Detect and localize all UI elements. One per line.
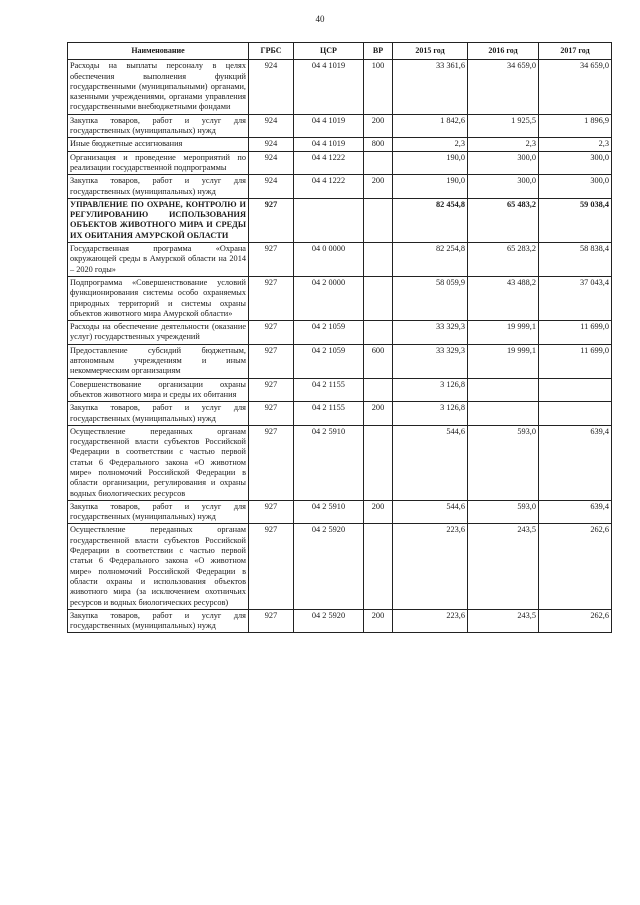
cell-csr: 04 2 1155 [294, 378, 364, 402]
cell-csr: 04 2 1059 [294, 344, 364, 378]
cell-csr: 04 2 5920 [294, 524, 364, 609]
cell-2016: 34 659,0 [468, 60, 539, 114]
cell-name: Закупка товаров, работ и услуг для государственных (муниципальных) нужд [68, 609, 249, 633]
cell-2017: 639,4 [539, 500, 612, 524]
cell-vr [364, 276, 393, 320]
cell-2015: 190,0 [393, 175, 468, 199]
cell-2015: 33 361,6 [393, 60, 468, 114]
cell-2016: 300,0 [468, 175, 539, 199]
cell-2016: 593,0 [468, 500, 539, 524]
cell-2016: 65 483,2 [468, 198, 539, 242]
cell-2015: 544,6 [393, 425, 468, 500]
cell-csr: 04 2 1059 [294, 321, 364, 345]
cell-2017: 59 038,4 [539, 198, 612, 242]
cell-grbs: 927 [249, 524, 294, 609]
cell-name: Иные бюджетные ассигнования [68, 138, 249, 151]
table-row [68, 276, 612, 320]
table-row [68, 175, 612, 199]
cell-vr: 800 [364, 138, 393, 151]
cell-2016: 243,5 [468, 609, 539, 633]
table-row [68, 114, 612, 138]
table-row [68, 402, 612, 426]
cell-2016: 300,0 [468, 151, 539, 175]
cell-2016: 19 999,1 [468, 344, 539, 378]
cell-grbs: 927 [249, 321, 294, 345]
cell-2017: 639,4 [539, 425, 612, 500]
cell-2016: 65 283,2 [468, 243, 539, 277]
cell-2017: 58 838,4 [539, 243, 612, 277]
cell-vr [364, 378, 393, 402]
cell-2015: 58 059,9 [393, 276, 468, 320]
cell-grbs: 927 [249, 609, 294, 633]
cell-vr [364, 321, 393, 345]
cell-name: Закупка товаров, работ и услуг для государственных (муниципальных) нужд [68, 402, 249, 426]
cell-2015: 223,6 [393, 524, 468, 609]
table-header-row [68, 43, 612, 60]
header-name: Наименование [68, 43, 249, 60]
table-row [68, 344, 612, 378]
page-number: 40 [315, 14, 325, 24]
table-body [68, 60, 612, 633]
cell-name: Государственная программа «Охрана окружающей среды в Амурской области на 2014 – 2020 годы» [68, 243, 249, 277]
cell-csr: 04 4 1019 [294, 138, 364, 151]
cell-vr [364, 425, 393, 500]
cell-csr: 04 2 0000 [294, 276, 364, 320]
cell-2015: 223,6 [393, 609, 468, 633]
cell-name: Осуществление переданных органам государственной власти субъектов Российской Федерации в соответствии с частью первой статьи 6 Федерального закона «О животном мире» полномочий Российской Федерации в области охраны и использования объектов животного мира (за исключением охотничьих ресурсов и водных биологических ресурсов) [68, 524, 249, 609]
cell-grbs: 927 [249, 378, 294, 402]
table-row [68, 321, 612, 345]
cell-2017: 300,0 [539, 175, 612, 199]
cell-2017: 11 699,0 [539, 344, 612, 378]
cell-csr: 04 2 1155 [294, 402, 364, 426]
header-2017: 2017 год [539, 43, 612, 60]
cell-2015: 190,0 [393, 151, 468, 175]
cell-grbs: 927 [249, 344, 294, 378]
cell-name: Осуществление переданных органам государственной власти субъектов Российской Федерации в соответствии с частью первой статьи 6 Федерального закона «О животном мире» полномочий Российской Федерации в области организации, регулирования и охраны водных биологических ресурсов [68, 425, 249, 500]
cell-csr: 04 4 1019 [294, 60, 364, 114]
cell-2017: 300,0 [539, 151, 612, 175]
cell-name: Предоставление субсидий бюджетным, автономным учреждениям и иным некоммерческим организациям [68, 344, 249, 378]
cell-name: Совершенствование организации охраны объектов животного мира и среды их обитания [68, 378, 249, 402]
table-row [68, 198, 612, 242]
cell-2017 [539, 378, 612, 402]
cell-2015: 82 254,8 [393, 243, 468, 277]
cell-2017: 262,6 [539, 524, 612, 609]
cell-name: Закупка товаров, работ и услуг для государственных (муниципальных) нужд [68, 500, 249, 524]
cell-vr: 200 [364, 175, 393, 199]
cell-grbs: 927 [249, 276, 294, 320]
cell-grbs: 927 [249, 198, 294, 242]
cell-2015: 33 329,3 [393, 344, 468, 378]
table-row [68, 151, 612, 175]
cell-grbs: 924 [249, 175, 294, 199]
cell-2017: 1 896,9 [539, 114, 612, 138]
cell-vr: 600 [364, 344, 393, 378]
cell-name: Подпрограмма «Совершенствование условий функционирования системы особо охраняемых природных территорий и системы охраны объектов животного мира Амурской области» [68, 276, 249, 320]
table-row [68, 524, 612, 609]
cell-vr: 200 [364, 609, 393, 633]
table-row [68, 425, 612, 500]
cell-csr: 04 4 1019 [294, 114, 364, 138]
cell-name: УПРАВЛЕНИЕ ПО ОХРАНЕ, КОНТРОЛЮ И РЕГУЛИРОВАНИЮ ИСПОЛЬЗОВАНИЯ ОБЪЕКТОВ ЖИВОТНОГО МИРА И СРЕДЫ ИХ ОБИТАНИЯ АМУРСКОЙ ОБЛАСТИ [68, 198, 249, 242]
cell-csr: 04 2 5910 [294, 425, 364, 500]
cell-2015: 544,6 [393, 500, 468, 524]
cell-2015: 82 454,8 [393, 198, 468, 242]
cell-2015: 2,3 [393, 138, 468, 151]
cell-vr: 200 [364, 402, 393, 426]
table-row [68, 243, 612, 277]
budget-table [67, 42, 612, 633]
cell-grbs: 927 [249, 243, 294, 277]
cell-csr: 04 2 5920 [294, 609, 364, 633]
cell-grbs: 924 [249, 60, 294, 114]
header-vr: ВР [364, 43, 393, 60]
cell-2016 [468, 402, 539, 426]
cell-grbs: 927 [249, 500, 294, 524]
table-row [68, 609, 612, 633]
cell-grbs: 924 [249, 151, 294, 175]
cell-2015: 3 126,8 [393, 402, 468, 426]
cell-csr: 04 4 1222 [294, 151, 364, 175]
cell-grbs: 924 [249, 138, 294, 151]
cell-name: Закупка товаров, работ и услуг для государственных (муниципальных) нужд [68, 114, 249, 138]
cell-name: Организация и проведение мероприятий по реализации государственной подпрограммы [68, 151, 249, 175]
cell-csr: 04 4 1222 [294, 175, 364, 199]
cell-2016 [468, 378, 539, 402]
cell-2017: 37 043,4 [539, 276, 612, 320]
cell-csr: 04 0 0000 [294, 243, 364, 277]
cell-2017: 2,3 [539, 138, 612, 151]
table-row [68, 60, 612, 114]
cell-2017 [539, 402, 612, 426]
cell-vr [364, 524, 393, 609]
cell-2015: 33 329,3 [393, 321, 468, 345]
header-grbs: ГРБС [249, 43, 294, 60]
cell-grbs: 927 [249, 402, 294, 426]
header-csr: ЦСР [294, 43, 364, 60]
header-2016: 2016 год [468, 43, 539, 60]
cell-vr [364, 198, 393, 242]
cell-vr: 100 [364, 60, 393, 114]
cell-2016: 2,3 [468, 138, 539, 151]
cell-2017: 34 659,0 [539, 60, 612, 114]
cell-2015: 3 126,8 [393, 378, 468, 402]
cell-vr: 200 [364, 500, 393, 524]
cell-2017: 262,6 [539, 609, 612, 633]
cell-vr [364, 243, 393, 277]
cell-2016: 243,5 [468, 524, 539, 609]
cell-name: Расходы на выплаты персоналу в целях обеспечения выполнения функций государственными (муниципальными) органами, казенными учреждениями, органами управления государственными внебюджетными фондами [68, 60, 249, 114]
cell-2016: 43 488,2 [468, 276, 539, 320]
table-row [68, 378, 612, 402]
cell-vr: 200 [364, 114, 393, 138]
cell-grbs: 924 [249, 114, 294, 138]
table-row [68, 138, 612, 151]
cell-2017: 11 699,0 [539, 321, 612, 345]
cell-2016: 1 925,5 [468, 114, 539, 138]
cell-2015: 1 842,6 [393, 114, 468, 138]
cell-2016: 19 999,1 [468, 321, 539, 345]
cell-csr: 04 2 5910 [294, 500, 364, 524]
cell-grbs: 927 [249, 425, 294, 500]
header-2015: 2015 год [393, 43, 468, 60]
cell-vr [364, 151, 393, 175]
cell-name: Расходы на обеспечение деятельности (оказание услуг) государственных учреждений [68, 321, 249, 345]
table-row [68, 500, 612, 524]
cell-name: Закупка товаров, работ и услуг для государственных (муниципальных) нужд [68, 175, 249, 199]
cell-csr [294, 198, 364, 242]
cell-2016: 593,0 [468, 425, 539, 500]
